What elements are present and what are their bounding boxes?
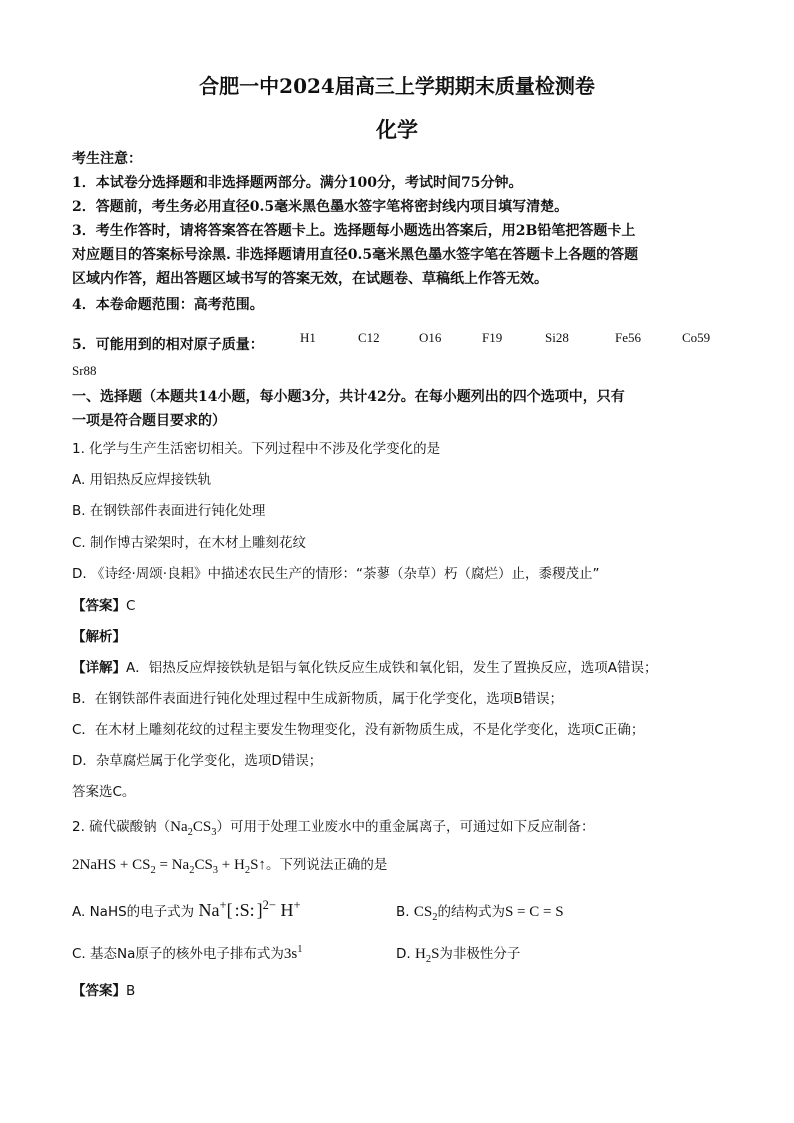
q1-detail-tag: 【详解】 — [72, 660, 126, 676]
q1-option-a: A. 用铝热反应焊接铁轨 — [72, 472, 212, 488]
mass-co: Co59 — [682, 330, 711, 345]
q2-option-d — [396, 942, 520, 965]
q2-option-c-config — [284, 946, 303, 962]
q1-detail-b: B．在钢铁部件表面进行钝化处理过程中生成新物质，属于化学变化，选项B错误； — [72, 691, 564, 707]
mass-sr: Sr88 — [72, 363, 97, 378]
q2-stem-end: ）可用于处理工业废水中的重金属离子，可通过如下反应制备： — [216, 819, 595, 835]
atomic-mass-label: 5．可能用到的相对原子质量： — [72, 337, 264, 353]
q1-option-b: B. 在钢铁部件表面进行钝化处理 — [72, 503, 266, 519]
q2-option-c — [72, 942, 302, 963]
q1-answer-tag: 【答案】 — [72, 598, 126, 614]
q2-stem — [72, 818, 732, 842]
q1-conclusion: 答案选C。 — [72, 784, 136, 800]
q1-option-d: D. 《诗经·周颂·良耜》中描述农民生产的情形：“荼蓼（杂草）朽（腐烂）止，黍稷茂止” — [72, 566, 600, 582]
q2-option-a — [72, 898, 301, 921]
note-4: 4．本卷命题范围：高考范围。 — [72, 297, 264, 313]
section-heading-line-2: 一项是符合题目要求的） — [72, 413, 226, 429]
note-1: 1．本试卷分选择题和非选择题两部分。满分100分，考试时间75分钟。 — [72, 175, 523, 191]
exam-title: 合肥一中2024届高三上学期期末质量检测卷 — [199, 74, 595, 98]
q2-stem-start: 2. 硫代碳酸钠（ — [72, 819, 171, 835]
atomic-mass-row — [72, 330, 732, 352]
q2-na2cs3-formula: $Na_2CS_3$ — [170, 819, 217, 838]
q1-analysis-tag: 【解析】 — [72, 629, 126, 645]
notes-heading: 考生注意： — [72, 151, 142, 167]
q2-option-c-text: C. 基态Na原子的核外电子排布式为 — [72, 946, 284, 962]
q2-equation: 2NaHS + $CS_2 = Na_2CS_3$ + $H_2S↑$ — [72, 857, 266, 876]
q2-cs2-formula: $CS_2$ — [413, 904, 438, 923]
note-3-cont-1: 对应题目的答案标号涂黑. 非选择题请用直径0.5毫米黑色墨水签字笔在答题卡上各题的答题 — [72, 247, 639, 263]
mass-c: C12 — [358, 330, 380, 345]
q1-answer — [72, 597, 732, 615]
mass-fe: Fe56 — [615, 330, 641, 345]
note-3-cont-2: 区域内作答，超出答题区域书写的答案无效，在试题卷、草稿纸上作答无效。 — [72, 271, 548, 287]
q1-detail-c: C．在木材上雕刻花纹的过程主要发生物理变化，没有新物质生成，不是化学变化，选项C正确； — [72, 722, 645, 738]
q2-option-c-config-base: 3s — [283, 946, 298, 962]
mass-f: F19 — [482, 330, 503, 345]
mass-h: H1 — [300, 330, 316, 345]
q2-option-b-structure: S = C = S — [504, 904, 564, 920]
q1-detail-d: D．杂草腐烂属于化学变化，选项D错误； — [72, 753, 323, 769]
q2-equation-tail: 。下列说法正确的是 — [265, 857, 388, 873]
note-2: 2．答题前，考生务必用直径0.5毫米黑色墨水签字笔将密封线内项目填写清楚。 — [72, 199, 569, 215]
q2-option-a-lewis: Na+[ :S: ]$^{2-}$ H+ — [198, 898, 301, 920]
q1-option-c: C. 制作博古梁架时，在木材上雕刻花纹 — [72, 535, 307, 551]
q2-option-c-config-sup: 1 — [297, 944, 303, 955]
q2-option-b-label: B. — [396, 904, 410, 920]
q1-answer-value: C — [126, 598, 136, 614]
q2-option-d-text: 为非极性分子 — [439, 946, 521, 962]
q2-option-b-text: 的结构式为 — [437, 904, 505, 920]
q2-option-b — [396, 900, 564, 923]
mass-o: O16 — [419, 330, 442, 345]
q2-answer-tag: 【答案】 — [72, 983, 126, 999]
q2-equation-line — [72, 856, 732, 880]
q2-h2s-formula: $H_2S$ — [414, 946, 440, 965]
subject-title: 化学 — [376, 117, 418, 142]
section-heading-line-1: 一、选择题（本题共14小题，每小题3分，共计42分。在每小题列出的四个选项中，只有 — [72, 389, 625, 405]
mass-si: Si28 — [545, 330, 569, 345]
q2-option-d-label: D. — [396, 946, 411, 962]
q1-detail-a — [72, 659, 732, 677]
q2-answer — [72, 982, 732, 1000]
q1-detail-a-text: A．铝热反应焊接铁轨是铝与氧化铁反应生成铁和氧化铝，发生了置换反应，选项A错误； — [126, 660, 658, 676]
q2-option-a-text: A. NaHS的电子式为 — [72, 904, 195, 920]
q2-answer-value: B — [126, 983, 136, 999]
note-3: 3．考生作答时，请将答案答在答题卡上。选择题每小题选出答案后，用2B铅笔把答题卡上 — [72, 223, 636, 239]
q1-stem: 1. 化学与生产生活密切相关。下列过程中不涉及化学变化的是 — [72, 441, 441, 457]
